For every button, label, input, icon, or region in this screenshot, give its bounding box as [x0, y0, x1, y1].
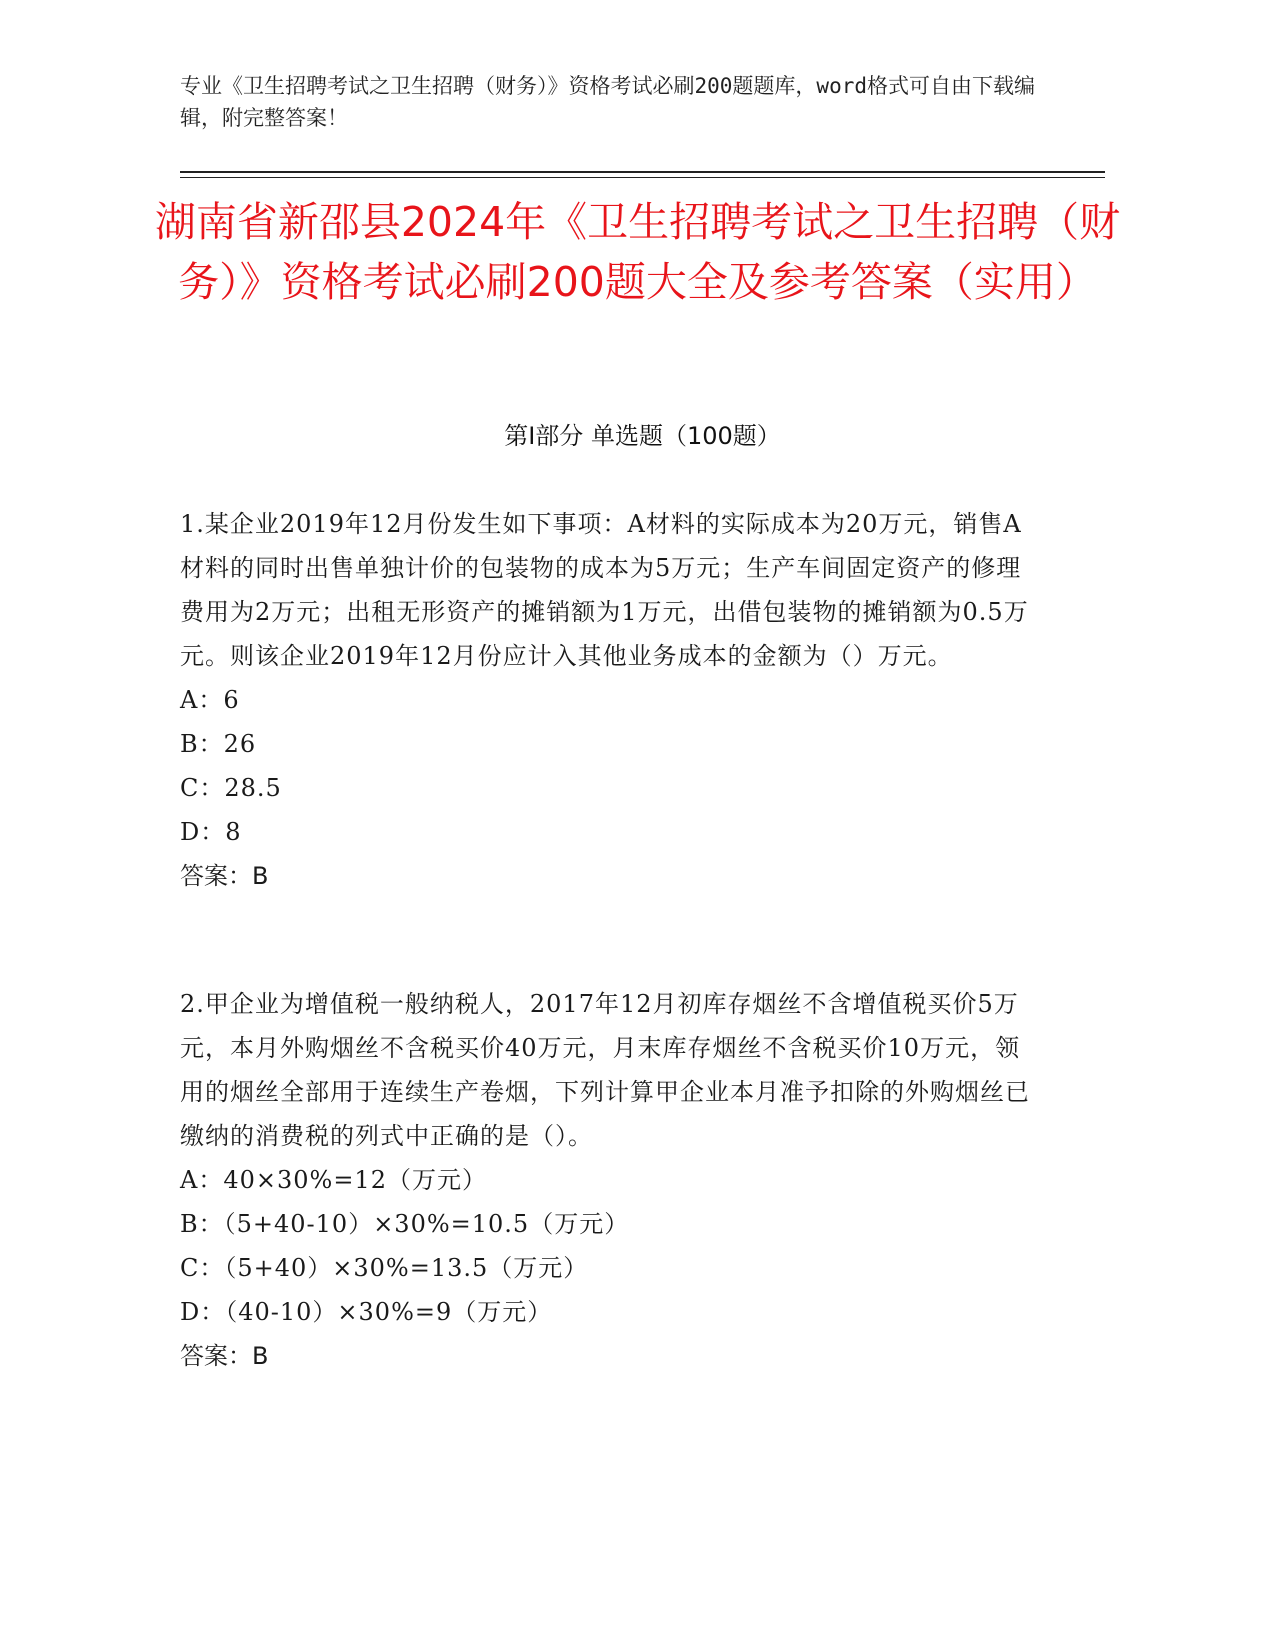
- answer: 答案：B: [180, 862, 269, 890]
- option-d: D：8: [180, 818, 242, 846]
- header-rule-thick: [180, 171, 1105, 173]
- header-note: 专业《卫生招聘考试之卫生招聘（财务）》资格考试必刷200题题库，word格式可自由下载编辑，附完整答案！: [180, 74, 1035, 130]
- answer: 答案：B: [180, 1342, 269, 1370]
- option-d: D：（40-10）×30%=9（万元）: [180, 1298, 553, 1326]
- option-b: B：（5+40-10）×30%=10.5（万元）: [180, 1210, 630, 1238]
- option-a: A：6: [180, 686, 240, 714]
- question-text: 2.甲企业为增值税一般纳税人，2017年12月初库存烟丝不含增值税买价5万元，本月外购烟丝不含税买价40万元，月末库存烟丝不含税买价10万元，领用的烟丝全部用于连续生产卷烟，下列计算甲企业本月准予扣除的外购烟丝已缴纳的消费税的列式中正确的是（）。: [180, 990, 1030, 1150]
- document-title: 湖南省新邵县2024年《卫生招聘考试之卫生招聘（财务）》资格考试必刷200题大全及参考答案（实用）: [154, 198, 1121, 306]
- option-c: C：28.5: [180, 774, 282, 802]
- section-heading: 第I部分 单选题（100题）: [504, 422, 781, 450]
- option-b: B：26: [180, 730, 257, 758]
- option-a: A：40×30%=12（万元）: [180, 1166, 487, 1194]
- question-2: [180, 982, 1040, 1378]
- header-rule-thin: [180, 177, 1105, 178]
- question-text: 1.某企业2019年12月份发生如下事项：A材料的实际成本为20万元，销售A材料的同时出售单独计价的包装物的成本为5万元；生产车间固定资产的修理费用为2万元；出租无形资产的摊销额为1万元，出借包装物的摊销额为0.5万元。则该企业2019年12月份应计入其他业务成本的金额为（）万元。: [180, 510, 1029, 670]
- question-1: [180, 502, 1040, 898]
- option-c: C：（5+40）×30%=13.5（万元）: [180, 1254, 589, 1282]
